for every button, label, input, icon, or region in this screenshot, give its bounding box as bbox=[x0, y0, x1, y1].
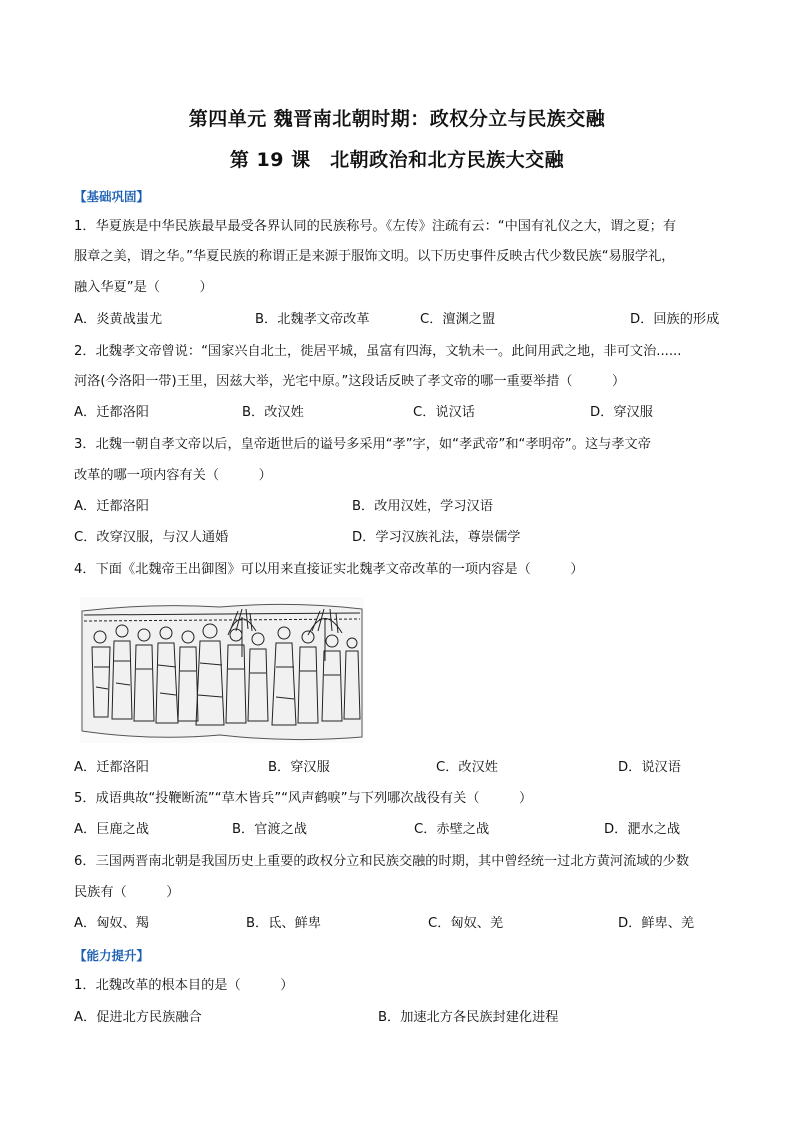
advanced-q1-line-1: 1．北魏改革的根本目的是（ ） bbox=[74, 978, 294, 993]
advanced-q1-option-b: B．加速北方各民族封建化进程 bbox=[378, 1010, 559, 1025]
q2-line-1: 2．北魏孝文帝曾说：“国家兴自北土，徙居平城，虽富有四海，文轨未一。此间用武之地，非可文治...... bbox=[74, 344, 682, 359]
section-advanced: 【能力提升】 bbox=[74, 948, 150, 963]
q4-option-a: A．迁都洛阳 bbox=[74, 760, 149, 775]
q1-option-b: B．北魏孝文帝改革 bbox=[255, 312, 370, 327]
advanced-q1-option-a: A．促进北方民族融合 bbox=[74, 1010, 202, 1025]
q1-line-2: 服章之美，谓之华。”华夏民族的称谓正是来源于服饰文明。以下历史事件反映古代少数民族“易服学礼， bbox=[74, 249, 675, 264]
q1-option-d: D．回族的形成 bbox=[630, 312, 720, 327]
q4-option-d: D．说汉语 bbox=[618, 760, 681, 775]
q5-option-c: C．赤壁之战 bbox=[414, 822, 490, 837]
q4-option-b: B．穿汉服 bbox=[268, 760, 330, 775]
emperor-procession-relief-image bbox=[80, 597, 364, 743]
q2-option-d: D．穿汉服 bbox=[590, 405, 653, 420]
q1-line-1: 1．华夏族是中华民族最早最受各界认同的民族称号。《左传》注疏有云：“中国有礼仪之大，谓之夏；有 bbox=[74, 219, 677, 234]
q5-option-a: A．巨鹿之战 bbox=[74, 822, 149, 837]
q2-line-2: 河洛(今洛阳一带)王里，因兹大举，光宅中原。”这段话反映了孝文帝的哪一重要举措（ ） bbox=[74, 374, 626, 389]
q2-option-c: C．说汉话 bbox=[413, 405, 475, 420]
q3-option-b: B．改用汉姓，学习汉语 bbox=[352, 499, 493, 514]
section-basic: 【基础巩固】 bbox=[74, 189, 150, 204]
q6-line-1: 6．三国两晋南北朝是我国历史上重要的政权分立和民族交融的时期，其中曾经统一过北方黄河流域的少数 bbox=[74, 854, 690, 869]
q1-option-c: C．澶渊之盟 bbox=[420, 312, 496, 327]
q5-option-d: D．淝水之战 bbox=[604, 822, 681, 837]
q3-option-d: D．学习汉族礼法，尊崇儒学 bbox=[352, 530, 521, 545]
unit-title: 第四单元 魏晋南北朝时期：政权分立与民族交融 bbox=[188, 108, 606, 130]
q3-line-1: 3．北魏一朝自孝文帝以后，皇帝逝世后的谥号多采用“孝”字，如“孝武帝”和“孝明帝”。这与孝文帝 bbox=[74, 437, 651, 452]
q6-option-d: D．鲜卑、羌 bbox=[618, 916, 695, 931]
q1-line-3: 融入华夏”是（ ） bbox=[74, 280, 213, 295]
q4-option-c: C．改汉姓 bbox=[436, 760, 498, 775]
q3-line-2: 改革的哪一项内容有关（ ） bbox=[74, 468, 272, 483]
q3-option-c: C．改穿汉服，与汉人通婚 bbox=[74, 530, 229, 545]
q6-option-b: B．氐、鲜卑 bbox=[246, 916, 321, 931]
q6-option-c: C．匈奴、羌 bbox=[428, 916, 504, 931]
q6-line-2: 民族有（ ） bbox=[74, 885, 180, 900]
q5-line-1: 5．成语典故“投鞭断流”“草木皆兵”“风声鹤唳”与下列哪次战役有关（ ） bbox=[74, 791, 533, 806]
q6-option-a: A．匈奴、羯 bbox=[74, 916, 149, 931]
lesson-title: 第 19 课 北朝政治和北方民族大交融 bbox=[229, 149, 565, 171]
q3-option-a: A．迁都洛阳 bbox=[74, 499, 149, 514]
q2-option-a: A．迁都洛阳 bbox=[74, 405, 149, 420]
q2-option-b: B．改汉姓 bbox=[242, 405, 304, 420]
q1-option-a: A．炎黄战蚩尤 bbox=[74, 312, 163, 327]
q5-option-b: B．官渡之战 bbox=[232, 822, 307, 837]
q4-line-1: 4．下面《北魏帝王出御图》可以用来直接证实北魏孝文帝改革的一项内容是（ ） bbox=[74, 562, 584, 577]
